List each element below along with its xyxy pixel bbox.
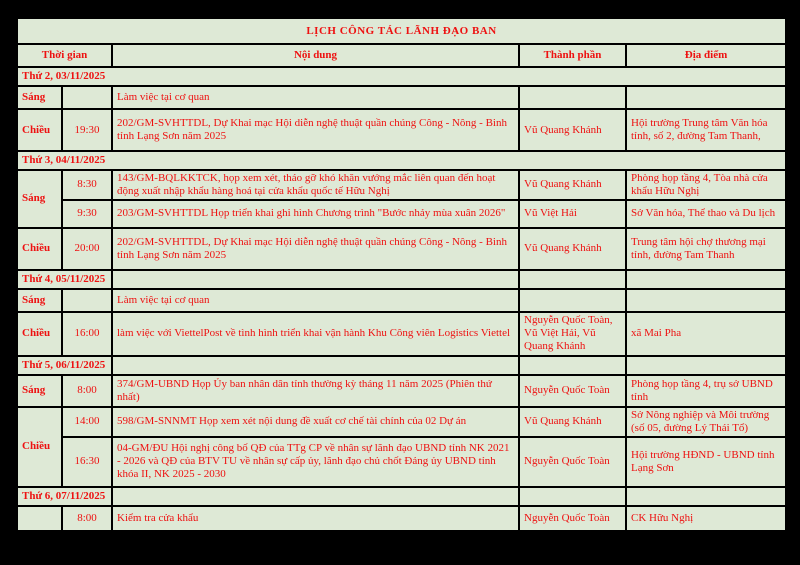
time-cell: 8:00 xyxy=(62,506,112,531)
content-cell: 598/GM-SNNMT Họp xem xét nội dung đề xuất cơ chế tài chính của 02 Dự án xyxy=(112,407,519,437)
time-cell: 16:00 xyxy=(62,312,112,356)
daypart-cell: Chiều xyxy=(17,228,62,270)
participants-cell xyxy=(519,356,626,375)
content-cell: làm việc với ViettelPost về tình hình triển khai vận hành Khu Công viên Logistics Viettel xyxy=(112,312,519,356)
location-cell: Trung tâm hội chợ thương mại tỉnh, đường Tam Thanh xyxy=(626,228,786,270)
location-cell: xã Mai Pha xyxy=(626,312,786,356)
daypart-cell: Sáng xyxy=(17,289,62,312)
content-cell: 202/GM-SVHTTDL, Dự Khai mạc Hội diễn nghệ thuật quần chúng Công - Nông - Binh tỉnh Lạng Sơn năm 2025 xyxy=(112,228,519,270)
schedule-row xyxy=(17,200,786,228)
schedule-row xyxy=(17,312,786,356)
participants-cell xyxy=(519,289,626,312)
location-cell: Hội trường HĐND - UBND tỉnh Lạng Sơn xyxy=(626,437,786,487)
location-cell xyxy=(626,86,786,109)
schedule-document xyxy=(16,17,787,532)
participants-cell xyxy=(519,270,626,289)
day-header-row xyxy=(17,270,786,289)
time-cell: 19:30 xyxy=(62,109,112,151)
content-cell: 203/GM-SVHTTDL Họp triển khai ghi hình Chương trình "Bước nhảy mùa xuân 2026" xyxy=(112,200,519,228)
schedule-row xyxy=(17,506,786,531)
location-cell xyxy=(626,356,786,375)
schedule-row xyxy=(17,86,786,109)
participants-cell: Vũ Quang Khánh xyxy=(519,228,626,270)
daypart-cell: Chiều xyxy=(17,312,62,356)
col-header-location: Địa điểm xyxy=(626,44,786,67)
page-title: LỊCH CÔNG TÁC LÃNH ĐẠO BAN xyxy=(17,18,786,44)
participants-cell: Nguyễn Quốc Toàn xyxy=(519,506,626,531)
column-header-row xyxy=(17,44,786,67)
content-cell xyxy=(112,487,519,506)
schedule-table xyxy=(16,17,787,532)
col-header-time: Thời gian xyxy=(17,44,112,67)
title-row xyxy=(17,18,786,44)
schedule-row xyxy=(17,437,786,487)
location-cell xyxy=(626,270,786,289)
location-cell xyxy=(626,289,786,312)
time-cell: 8:00 xyxy=(62,375,112,407)
participants-cell: Nguyễn Quốc Toàn xyxy=(519,375,626,407)
col-header-content: Nội dung xyxy=(112,44,519,67)
time-cell xyxy=(62,289,112,312)
content-cell: Làm việc tại cơ quan xyxy=(112,86,519,109)
day-header-row xyxy=(17,67,786,86)
daypart-cell: Chiều xyxy=(17,109,62,151)
content-cell: 04-GM/ĐU Hội nghị công bố QĐ của TTg CP về nhân sự lãnh đạo UBND tỉnh NK 2021 - 2026 và QĐ của BTV TU về nhân sự cấp ủy, lãnh đạo chủ chốt Đảng ủy UBND tỉnh khóa II, NK 2025 - 2030 xyxy=(112,437,519,487)
day-header-row xyxy=(17,356,786,375)
content-cell xyxy=(112,356,519,375)
content-cell: 374/GM-UBND Họp Ủy ban nhân dân tỉnh thường kỳ tháng 11 năm 2025 (Phiên thứ nhất) xyxy=(112,375,519,407)
content-cell: 202/GM-SVHTTDL, Dự Khai mạc Hội diễn nghệ thuật quần chúng Công - Nông - Binh tỉnh Lạng Sơn năm 2025 xyxy=(112,109,519,151)
daypart-cell: Chiều xyxy=(17,407,62,487)
location-cell: Hội trường Trung tâm Văn hóa tỉnh, số 2, đường Tam Thanh, xyxy=(626,109,786,151)
schedule-row xyxy=(17,228,786,270)
time-cell: 16:30 xyxy=(62,437,112,487)
location-cell: Phòng họp tầng 4, trụ sở UBND tỉnh xyxy=(626,375,786,407)
day-header-row xyxy=(17,487,786,506)
time-cell: 14:00 xyxy=(62,407,112,437)
time-cell: 20:00 xyxy=(62,228,112,270)
participants-cell: Nguyễn Quốc Toàn xyxy=(519,437,626,487)
day-label: Thứ 4, 05/11/2025 xyxy=(17,270,112,289)
schedule-row xyxy=(17,109,786,151)
day-label: Thứ 6, 07/11/2025 xyxy=(17,487,112,506)
day-label: Thứ 3, 04/11/2025 xyxy=(17,151,786,170)
daypart-cell: Sáng xyxy=(17,86,62,109)
schedule-row xyxy=(17,170,786,200)
day-label: Thứ 5, 06/11/2025 xyxy=(17,356,112,375)
location-cell: Phòng họp tầng 4, Tòa nhà cửa khẩu Hữu Nghị xyxy=(626,170,786,200)
location-cell: CK Hữu Nghị xyxy=(626,506,786,531)
content-cell: Kiểm tra cửa khẩu xyxy=(112,506,519,531)
location-cell: Sở Nông nghiệp và Môi trường (số 05, đường Lý Thái Tổ) xyxy=(626,407,786,437)
day-header-row xyxy=(17,151,786,170)
col-header-participants: Thành phần xyxy=(519,44,626,67)
participants-cell: Vũ Việt Hải xyxy=(519,200,626,228)
location-cell: Sở Văn hóa, Thể thao và Du lịch xyxy=(626,200,786,228)
participants-cell: Vũ Quang Khánh xyxy=(519,407,626,437)
participants-cell xyxy=(519,487,626,506)
participants-cell: Nguyễn Quốc Toàn, Vũ Việt Hải, Vũ Quang Khánh xyxy=(519,312,626,356)
daypart-cell xyxy=(17,506,62,531)
schedule-row xyxy=(17,407,786,437)
schedule-row xyxy=(17,289,786,312)
daypart-cell: Sáng xyxy=(17,170,62,228)
content-cell: 143/GM-BQLKKTCK, họp xem xét, tháo gỡ khó khăn vướng mắc liên quan đến hoạt động xuất nhập khẩu hàng hoá tại cửa khẩu quốc tế Hữu Nghị xyxy=(112,170,519,200)
time-cell xyxy=(62,86,112,109)
participants-cell: Vũ Quang Khánh xyxy=(519,109,626,151)
time-cell: 9:30 xyxy=(62,200,112,228)
participants-cell xyxy=(519,86,626,109)
content-cell xyxy=(112,270,519,289)
time-cell: 8:30 xyxy=(62,170,112,200)
schedule-row xyxy=(17,375,786,407)
participants-cell: Vũ Quang Khánh xyxy=(519,170,626,200)
day-label: Thứ 2, 03/11/2025 xyxy=(17,67,786,86)
location-cell xyxy=(626,487,786,506)
daypart-cell: Sáng xyxy=(17,375,62,407)
content-cell: Làm việc tại cơ quan xyxy=(112,289,519,312)
